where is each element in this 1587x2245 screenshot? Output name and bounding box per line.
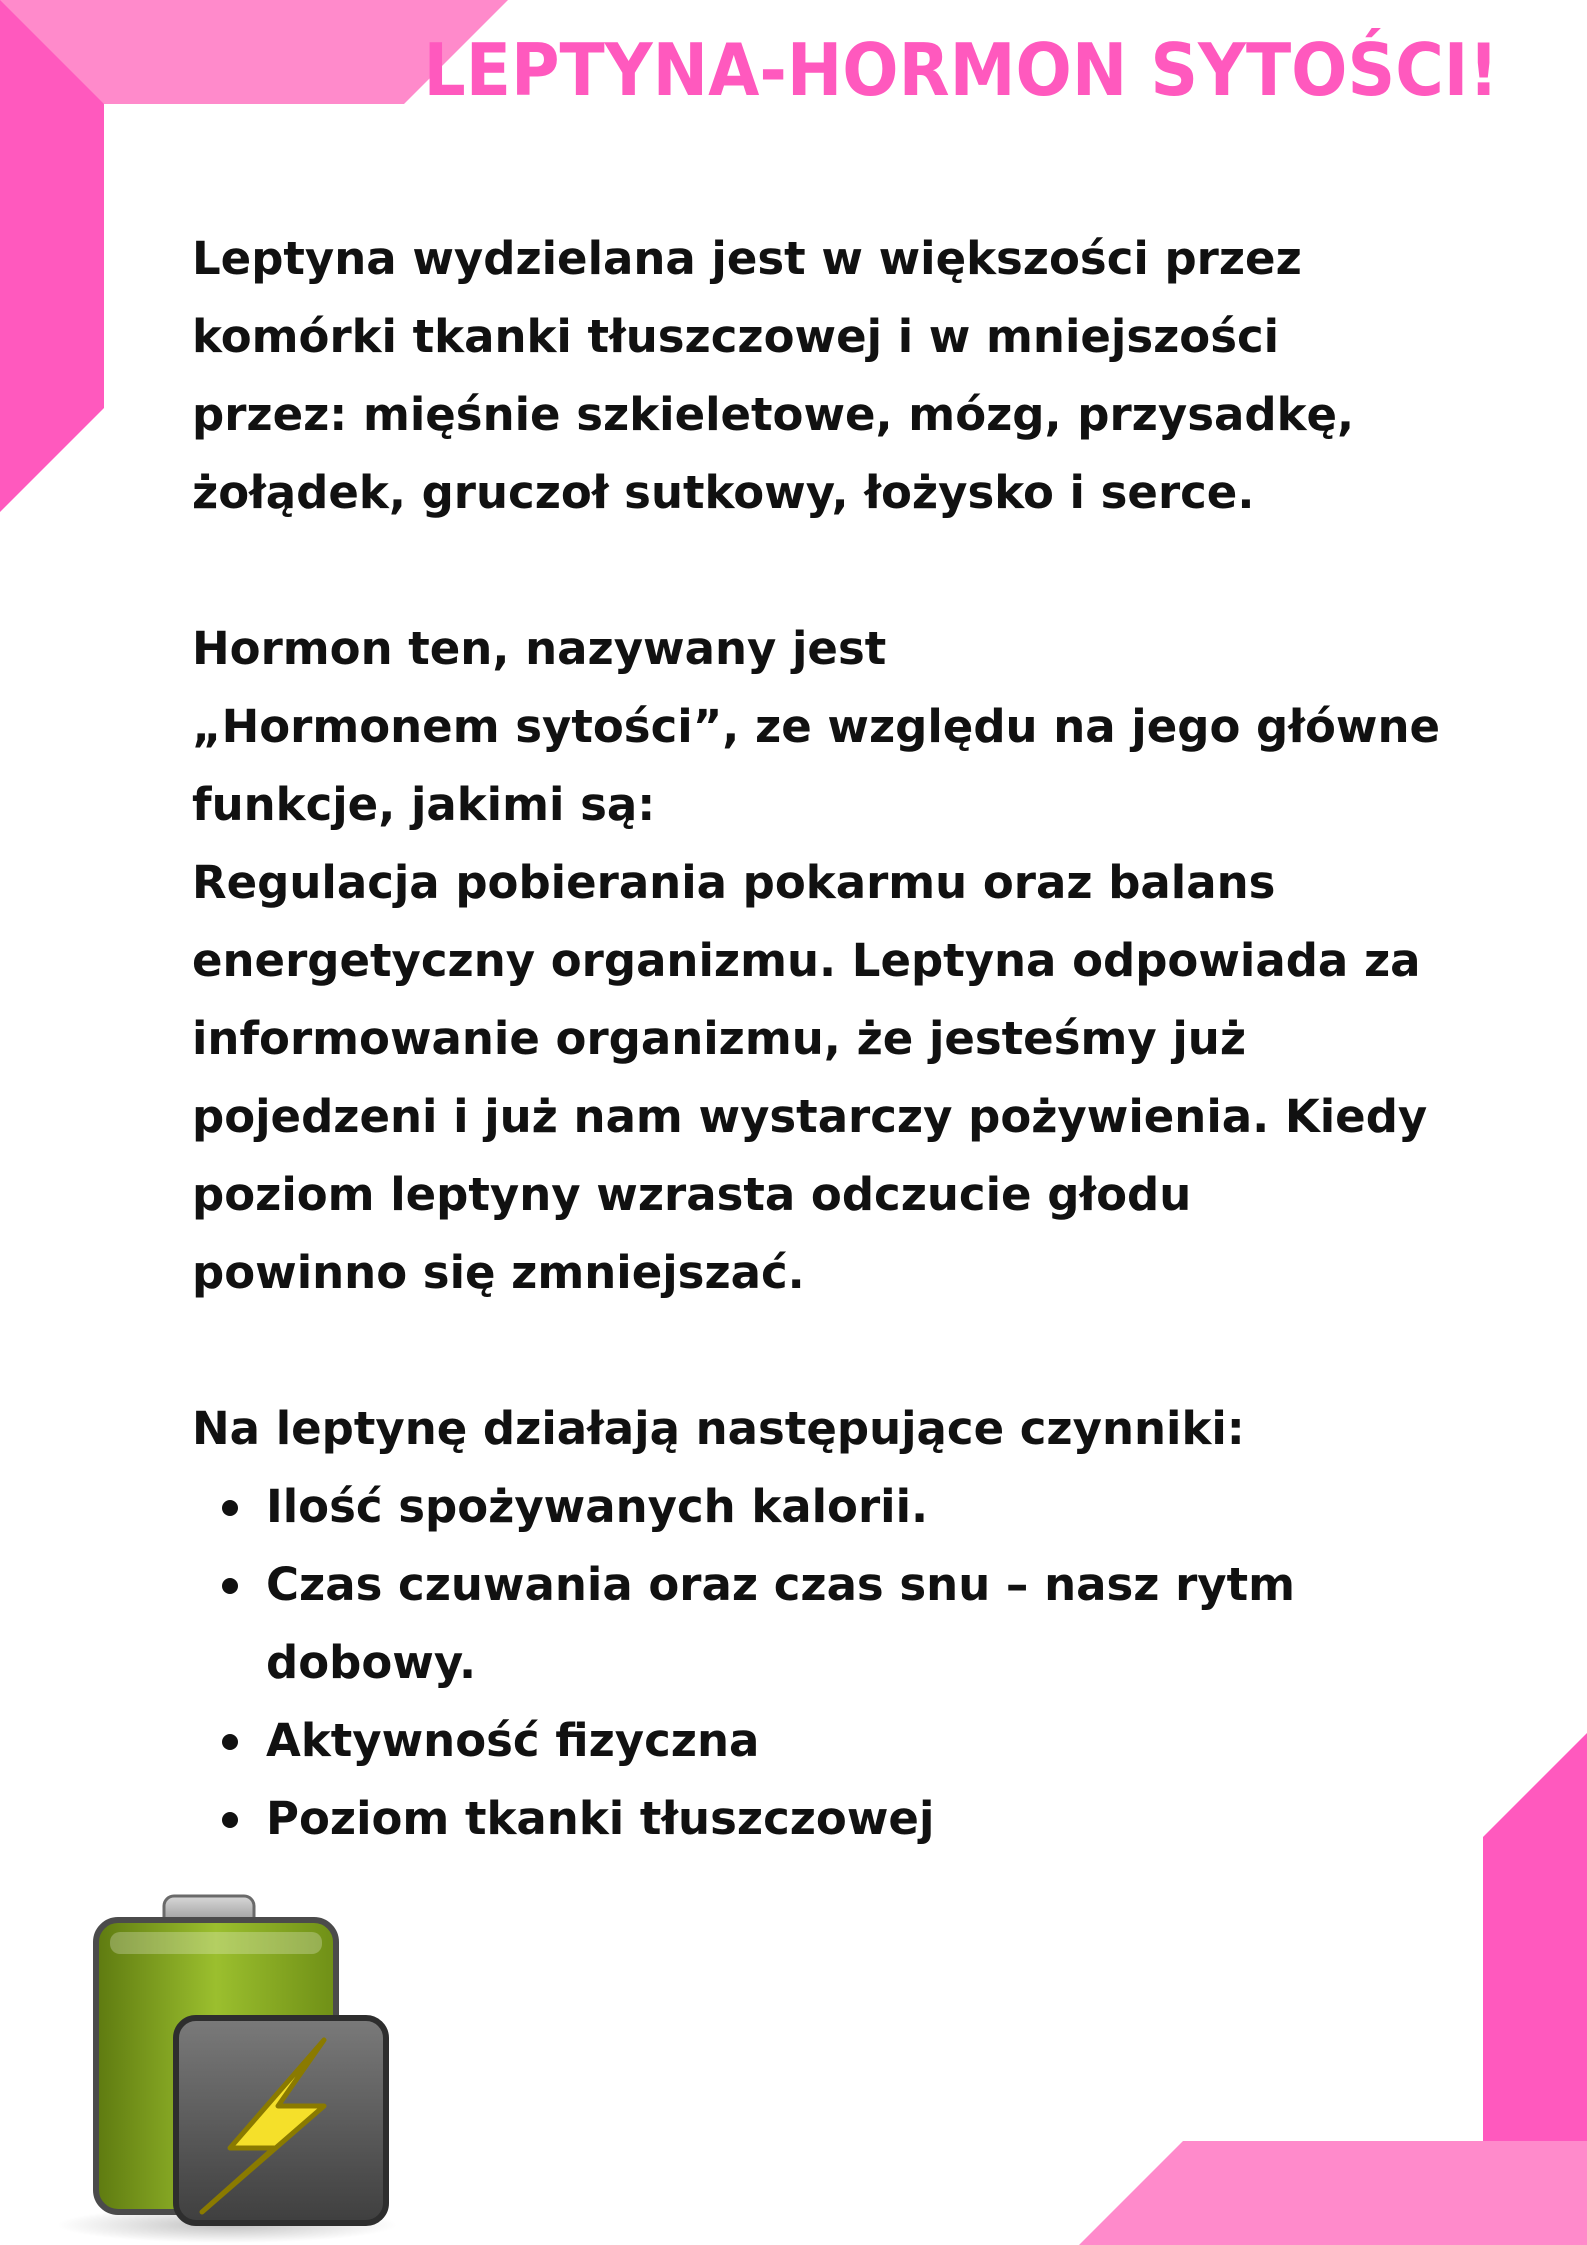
main-content	[192, 220, 1452, 1858]
paragraph-line: poziom leptyny wzrasta odczucie głodu	[192, 1168, 1192, 1221]
paragraph-line: Leptyna wydzielana jest w większości przez	[192, 232, 1302, 285]
paragraph-line: energetyczny organizmu. Leptyna odpowiada za	[192, 934, 1421, 987]
paragraph-functions	[192, 610, 1452, 1312]
factors-heading: Na leptynę działają następujące czynniki:	[192, 1402, 1245, 1455]
paragraph-line: funkcje, jakimi są:	[192, 778, 656, 831]
list-item: Czas czuwania oraz czas snu – nasz rytm dobowy.	[192, 1546, 1452, 1702]
paragraph-line: przez: mięśnie szkieletowe, mózg, przysadkę,	[192, 388, 1355, 441]
spacer	[192, 1312, 1452, 1390]
list-item: Poziom tkanki tłuszczowej	[192, 1780, 1452, 1858]
paragraph-line: komórki tkanki tłuszczowej i w mniejszości	[192, 310, 1280, 363]
paragraph-line: żołądek, gruczoł sutkowy, łożysko i serce.	[192, 466, 1255, 519]
spacer	[192, 532, 1452, 610]
page-title: LEPTYNA-HORMON SYTOŚCI!	[423, 28, 1499, 112]
list-item: Aktywność fizyczna	[192, 1702, 1452, 1780]
paragraph-line: Hormon ten, nazywany jest	[192, 622, 887, 675]
paragraph-line: powinno się zmniejszać.	[192, 1246, 805, 1299]
bottom-right-banner	[1079, 2141, 1587, 2245]
factors-list	[192, 1468, 1452, 1858]
battery-charging-icon	[52, 1880, 412, 2245]
paragraph-line: Regulacja pobierania pokarmu oraz balans	[192, 856, 1276, 909]
paragraph-line: informowanie organizmu, że jesteśmy już	[192, 1012, 1247, 1065]
list-item: Ilość spożywanych kalorii.	[192, 1468, 1452, 1546]
paragraph-sources	[192, 220, 1452, 532]
paragraph-line: pojedzeni i już nam wystarczy pożywienia. Kiedy	[192, 1090, 1428, 1143]
paragraph-line: „Hormonem sytości”, ze względu na jego główne	[192, 700, 1441, 753]
